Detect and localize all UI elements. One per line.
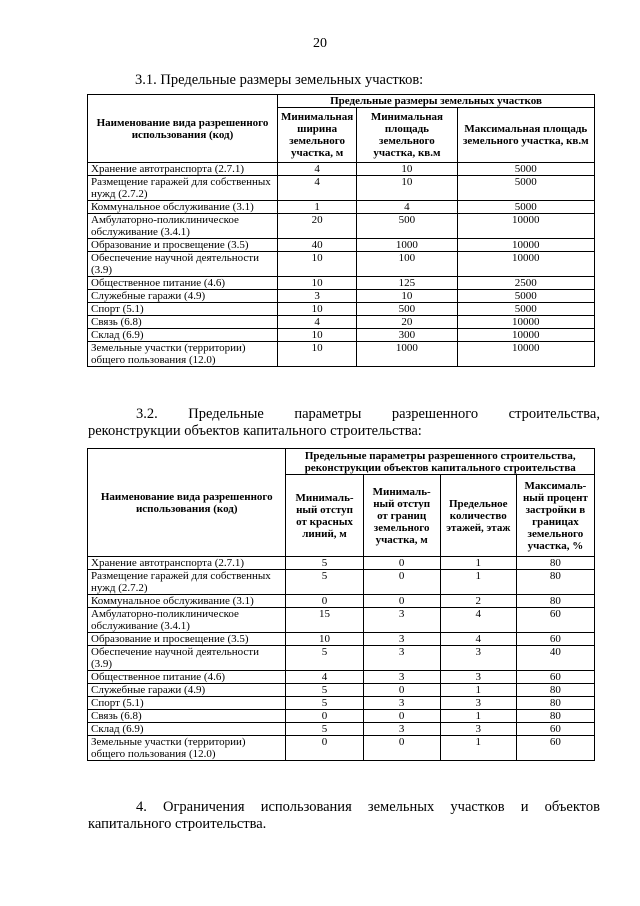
value-cell: 3: [363, 646, 440, 671]
value-cell: 80: [516, 710, 594, 723]
value-cell: 10000: [457, 252, 594, 277]
section-3-1-heading: 3.1. Предельные размеры земельных участков:: [135, 72, 424, 88]
row-name-cell: Связь (6.8): [88, 316, 278, 329]
row-name-cell: Общественное питание (4.6): [88, 671, 286, 684]
value-cell: 5000: [457, 303, 594, 316]
section-4-heading-line2: капитального строительства.: [88, 816, 267, 832]
value-cell: 4: [286, 671, 363, 684]
value-cell: 2: [440, 595, 516, 608]
row-name-cell: Хранение автотранспорта (2.7.1): [88, 163, 278, 176]
table-row: [88, 646, 595, 671]
value-cell: 4: [278, 316, 357, 329]
value-cell: 0: [363, 736, 440, 761]
value-cell: 1: [440, 570, 516, 595]
table-row: [88, 277, 595, 290]
value-cell: 1: [440, 684, 516, 697]
value-cell: 0: [363, 684, 440, 697]
column-header-red-line-setback: Минималь-ный отступ от красных линий, м: [286, 475, 363, 557]
value-cell: 5: [286, 570, 363, 595]
value-cell: 3: [440, 646, 516, 671]
section-3-2-heading: [88, 406, 600, 440]
heading-word: 4.: [136, 799, 147, 815]
column-header-boundary-setback: Минималь-ный отступ от границ земельного участка, м: [363, 475, 440, 557]
value-cell: 1000: [357, 342, 457, 367]
value-cell: 2500: [457, 277, 594, 290]
row-name-cell: Обеспечение научной деятельности (3.9): [88, 646, 286, 671]
value-cell: 5000: [457, 163, 594, 176]
table-row: [88, 342, 595, 367]
row-name-cell: Связь (6.8): [88, 710, 286, 723]
value-cell: 5000: [457, 290, 594, 303]
value-cell: 125: [357, 277, 457, 290]
row-name-cell: Коммунальное обслуживание (3.1): [88, 595, 286, 608]
value-cell: 10: [278, 252, 357, 277]
column-header-max-area: Максимальная площадь земельного участка, кв.м: [457, 108, 594, 163]
value-cell: 300: [357, 329, 457, 342]
value-cell: 40: [516, 646, 594, 671]
group-header: Предельные параметры разрешенного строительства, реконструкции объектов капитального строительства: [286, 449, 595, 475]
value-cell: 80: [516, 684, 594, 697]
table-row: [88, 723, 595, 736]
value-cell: 0: [286, 736, 363, 761]
value-cell: 15: [286, 608, 363, 633]
value-cell: 80: [516, 557, 594, 570]
value-cell: 0: [363, 595, 440, 608]
table-row: [88, 671, 595, 684]
value-cell: 3: [363, 723, 440, 736]
value-cell: 4: [440, 633, 516, 646]
value-cell: 20: [278, 214, 357, 239]
value-cell: 10: [286, 633, 363, 646]
value-cell: 10: [278, 342, 357, 367]
heading-word: 3.2.: [136, 406, 158, 422]
value-cell: 10000: [457, 316, 594, 329]
row-name-cell: Склад (6.9): [88, 329, 278, 342]
value-cell: 10: [278, 277, 357, 290]
value-cell: 3: [363, 671, 440, 684]
value-cell: 10000: [457, 342, 594, 367]
value-cell: 10: [357, 290, 457, 303]
value-cell: 100: [357, 252, 457, 277]
value-cell: 5000: [457, 201, 594, 214]
value-cell: 80: [516, 570, 594, 595]
value-cell: 10: [357, 176, 457, 201]
row-name-cell: Спорт (5.1): [88, 303, 278, 316]
table-row: [88, 239, 595, 252]
table-row: [88, 633, 595, 646]
value-cell: 5: [286, 557, 363, 570]
value-cell: 20: [357, 316, 457, 329]
heading-word: разрешенного: [391, 406, 479, 422]
row-name-cell: Амбулаторно-поликлиническое обслуживание (3.4.1): [88, 608, 286, 633]
value-cell: 1: [440, 557, 516, 570]
value-cell: 60: [516, 608, 594, 633]
value-cell: 80: [516, 595, 594, 608]
table-row: [88, 176, 595, 201]
table-row: [88, 201, 595, 214]
row-name-cell: Спорт (5.1): [88, 697, 286, 710]
table-row: [88, 214, 595, 239]
column-header-use-type: Наименование вида разрешенного использования (код): [88, 449, 286, 557]
value-cell: 60: [516, 723, 594, 736]
row-name-cell: Амбулаторно-поликлиническое обслуживание (3.4.1): [88, 214, 278, 239]
row-name-cell: Земельные участки (территории) общего пользования (12.0): [88, 342, 278, 367]
value-cell: 4: [278, 176, 357, 201]
column-header-floor-limit: Предельное количество этажей, этаж: [440, 475, 516, 557]
table-row: [88, 316, 595, 329]
group-header: Предельные размеры земельных участков: [278, 95, 595, 108]
heading-word: Предельные: [188, 406, 264, 422]
table-row: [88, 303, 595, 316]
table-row: [88, 570, 595, 595]
value-cell: 0: [363, 557, 440, 570]
value-cell: 500: [357, 303, 457, 316]
heading-word: земельных: [367, 799, 435, 815]
value-cell: 10000: [457, 214, 594, 239]
value-cell: 5: [286, 684, 363, 697]
value-cell: 3: [440, 723, 516, 736]
value-cell: 5: [286, 697, 363, 710]
value-cell: 1: [440, 710, 516, 723]
value-cell: 3: [363, 608, 440, 633]
heading-word: объектов: [544, 799, 600, 815]
row-name-cell: Коммунальное обслуживание (3.1): [88, 201, 278, 214]
heading-word: параметры: [294, 406, 362, 422]
value-cell: 60: [516, 633, 594, 646]
construction-parameters-table: [87, 448, 595, 761]
value-cell: 5: [286, 646, 363, 671]
heading-word: строительства,: [508, 406, 600, 422]
column-header-max-coverage: Максималь-ный процент застройки в границах земельного участка, %: [516, 475, 594, 557]
value-cell: 3: [363, 633, 440, 646]
row-name-cell: Склад (6.9): [88, 723, 286, 736]
row-name-cell: Служебные гаражи (4.9): [88, 290, 278, 303]
row-name-cell: Хранение автотранспорта (2.7.1): [88, 557, 286, 570]
heading-word: и: [520, 799, 529, 815]
table-row: [88, 684, 595, 697]
value-cell: 4: [278, 163, 357, 176]
row-name-cell: Общественное питание (4.6): [88, 277, 278, 290]
value-cell: 10000: [457, 329, 594, 342]
table-row: [88, 736, 595, 761]
column-header-use-type: Наименование вида разрешенного использования (код): [88, 95, 278, 163]
table-row: [88, 290, 595, 303]
row-name-cell: Земельные участки (территории) общего пользования (12.0): [88, 736, 286, 761]
row-name-cell: Служебные гаражи (4.9): [88, 684, 286, 697]
heading-word: использования: [260, 799, 352, 815]
table-row: [88, 697, 595, 710]
table-row: [88, 329, 595, 342]
table-row: [88, 608, 595, 633]
value-cell: 60: [516, 671, 594, 684]
value-cell: 1: [278, 201, 357, 214]
value-cell: 3: [440, 697, 516, 710]
value-cell: 5000: [457, 176, 594, 201]
section-4-heading: [88, 799, 600, 833]
table-row: [88, 595, 595, 608]
value-cell: 10: [278, 329, 357, 342]
table-row: [88, 163, 595, 176]
table-row: [88, 252, 595, 277]
row-name-cell: Размещение гаражей для собственных нужд (2.7.2): [88, 570, 286, 595]
row-name-cell: Размещение гаражей для собственных нужд (2.7.2): [88, 176, 278, 201]
value-cell: 10: [357, 163, 457, 176]
column-header-min-width: Минимальная ширина земельного участка, м: [278, 108, 357, 163]
heading-word: Ограничения: [163, 799, 245, 815]
value-cell: 0: [363, 570, 440, 595]
land-plot-size-table: [87, 94, 595, 367]
table-row: [88, 557, 595, 570]
value-cell: 0: [286, 595, 363, 608]
value-cell: 60: [516, 736, 594, 761]
value-cell: 3: [363, 697, 440, 710]
value-cell: 5: [286, 723, 363, 736]
value-cell: 1: [440, 736, 516, 761]
row-name-cell: Обеспечение научной деятельности (3.9): [88, 252, 278, 277]
section-3-2-heading-line2: реконструкции объектов капитального строительства:: [88, 423, 422, 439]
value-cell: 3: [440, 671, 516, 684]
value-cell: 40: [278, 239, 357, 252]
row-name-cell: Образование и просвещение (3.5): [88, 633, 286, 646]
table-row: [88, 710, 595, 723]
value-cell: 10: [278, 303, 357, 316]
value-cell: 80: [516, 697, 594, 710]
value-cell: 0: [363, 710, 440, 723]
value-cell: 1000: [357, 239, 457, 252]
heading-word: участков: [450, 799, 505, 815]
column-header-min-area: Минимальная площадь земельного участка, кв.м: [357, 108, 457, 163]
value-cell: 10000: [457, 239, 594, 252]
page-number: 20: [313, 36, 327, 51]
value-cell: 4: [440, 608, 516, 633]
value-cell: 3: [278, 290, 357, 303]
row-name-cell: Образование и просвещение (3.5): [88, 239, 278, 252]
value-cell: 4: [357, 201, 457, 214]
value-cell: 500: [357, 214, 457, 239]
value-cell: 0: [286, 710, 363, 723]
